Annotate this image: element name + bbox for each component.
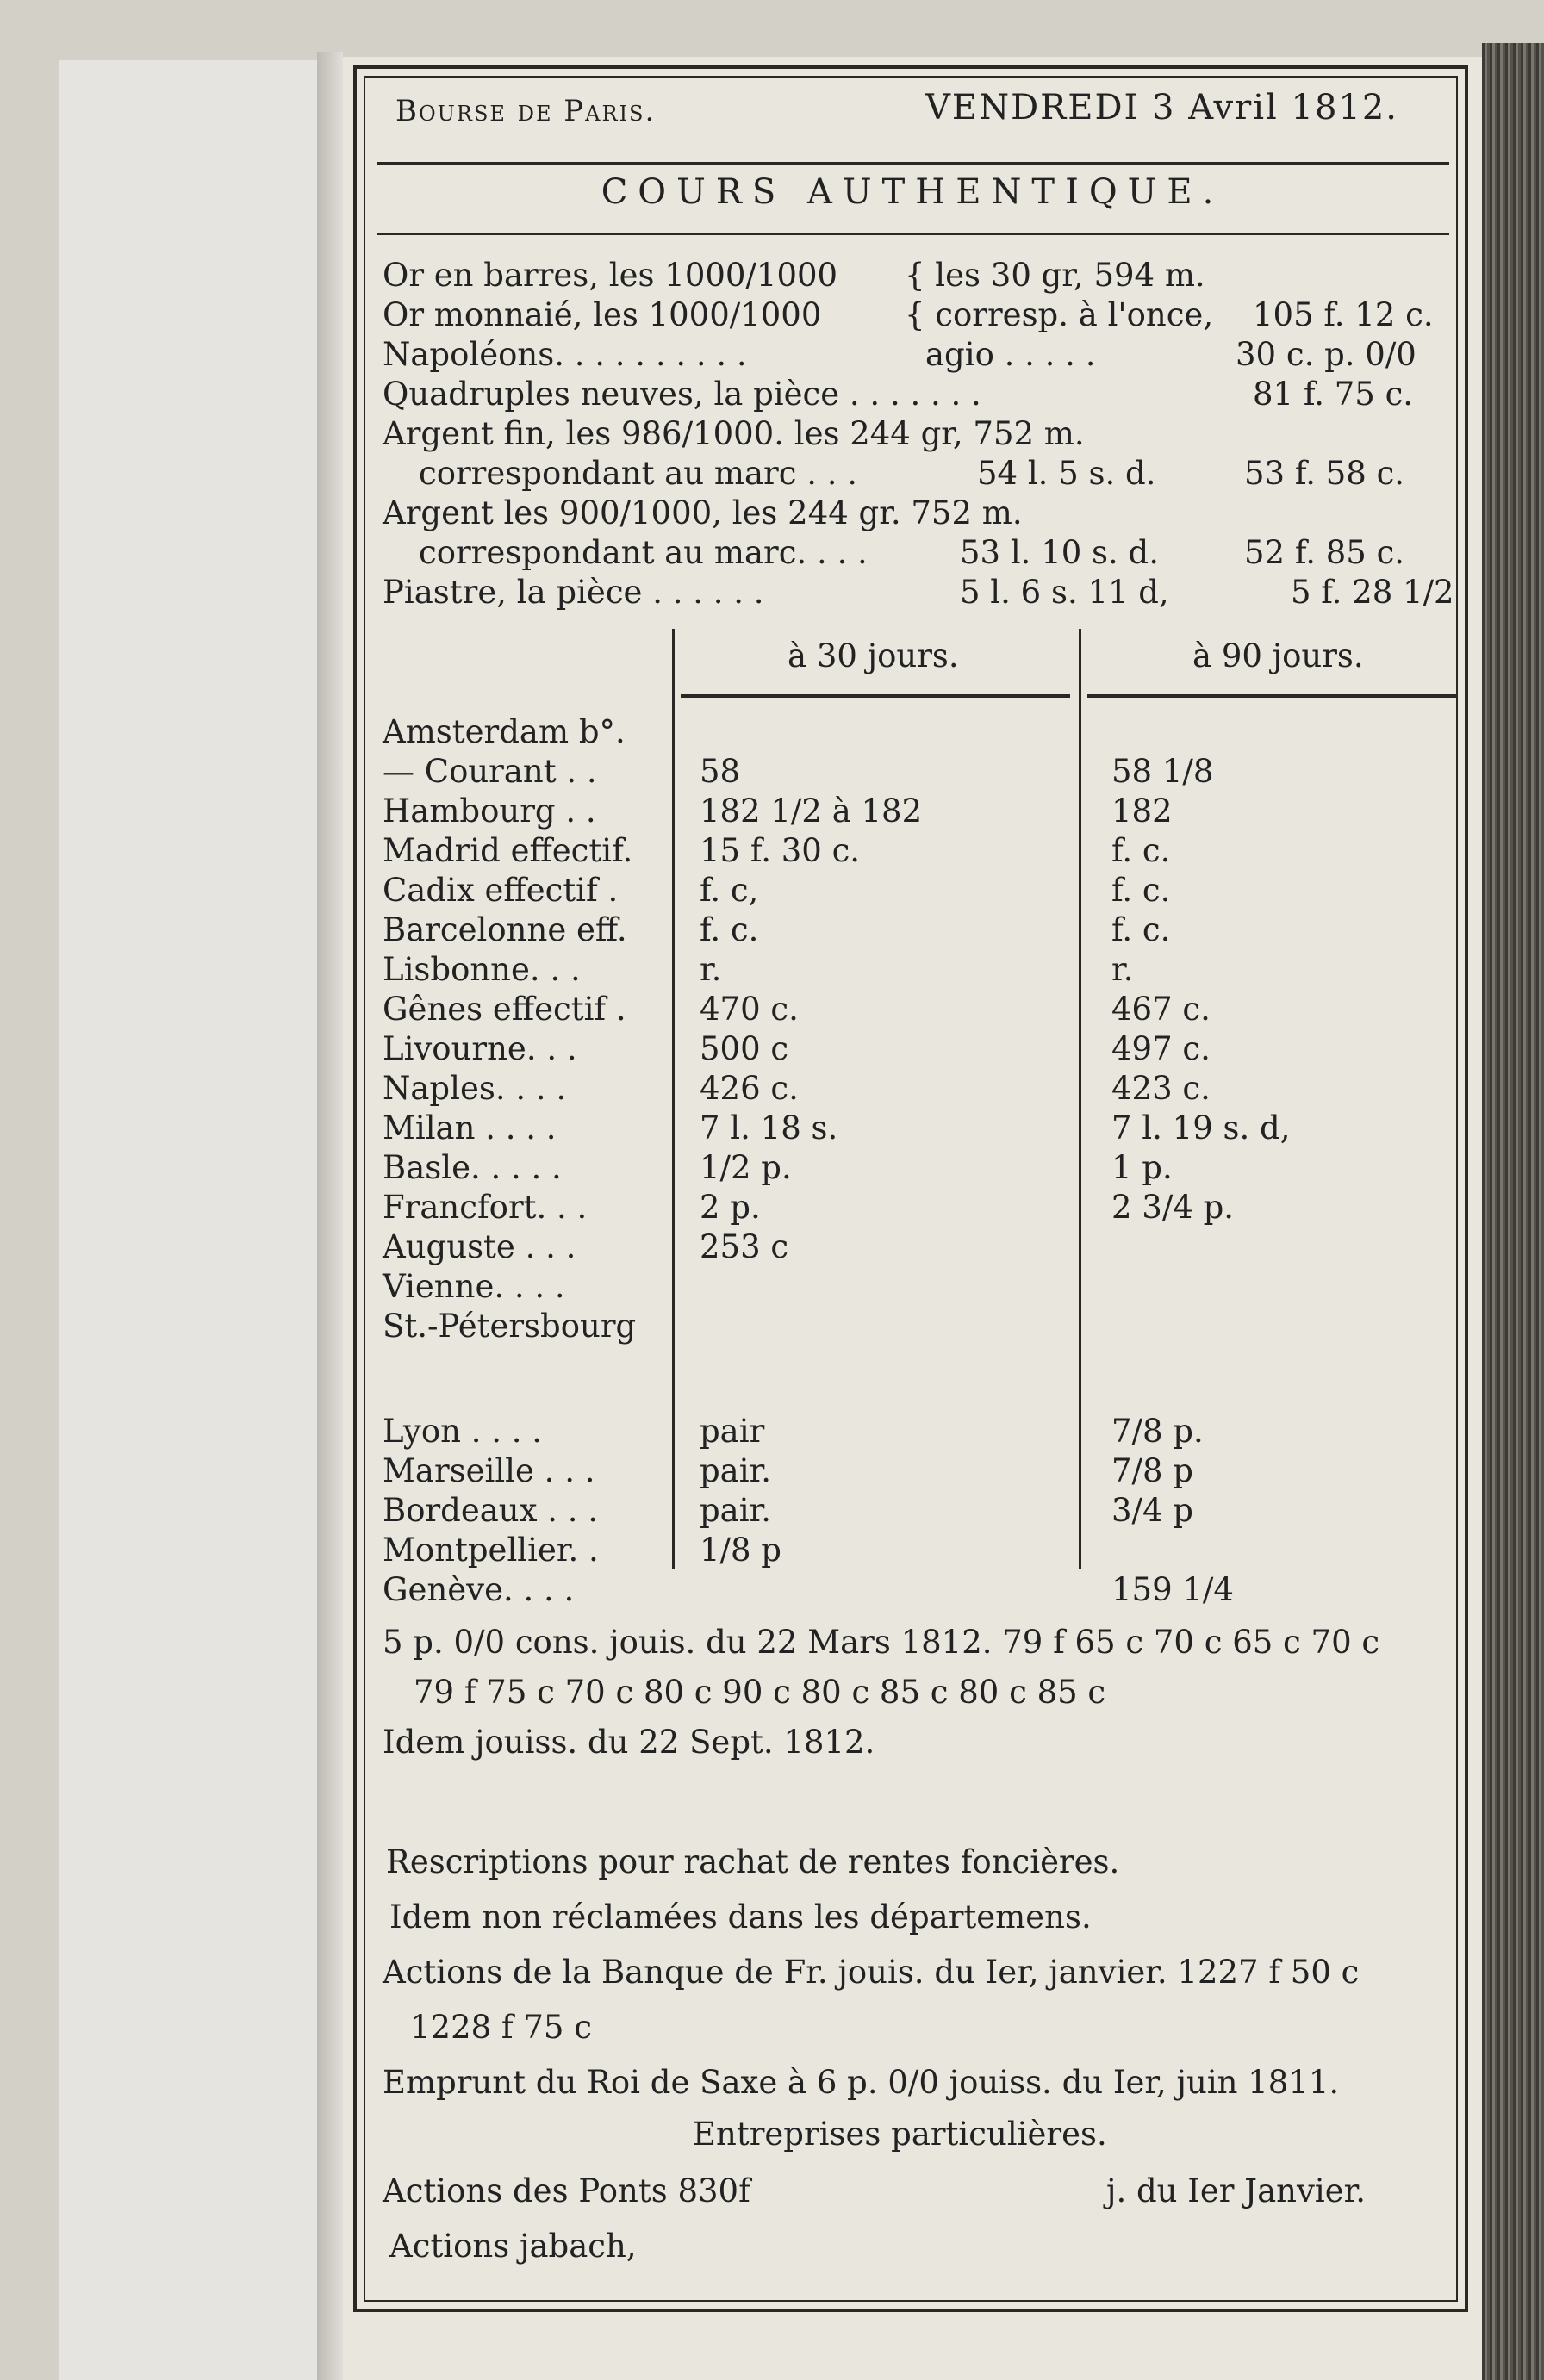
exchange-30-days: 253 c	[700, 1228, 789, 1265]
exchange-place: Barcelonne eff.	[383, 911, 627, 948]
exchange-place: Lyon . . . .	[383, 1413, 543, 1450]
jabach-line: Actions jabach,	[389, 2228, 637, 2265]
exchange-90-days: 7/8 p	[1111, 1452, 1193, 1489]
exchange-place: Marseille . . .	[383, 1452, 595, 1489]
exchange-30-days: 2 p.	[700, 1189, 761, 1226]
exchange-place: Naples. . . .	[383, 1070, 567, 1107]
exchange-30-days: r.	[700, 951, 722, 988]
title-rule	[377, 233, 1449, 235]
metal-label: Napoléons. . . . . . . . . .	[383, 336, 747, 373]
metal-mid: 53 l. 10 s. d.	[960, 534, 1159, 571]
exchange-place: — Courant . .	[383, 753, 597, 790]
metal-mid: { les 30 gr, 594 m.	[905, 257, 1205, 294]
rescriptions-line: Idem non réclamées dans les départemens.	[389, 1898, 1092, 1936]
exchange-30-days: pair	[700, 1413, 765, 1450]
exchange-90-days: 7 l. 19 s. d,	[1111, 1109, 1291, 1147]
banque-line: 1228 f 75 c	[410, 2009, 592, 2046]
metal-value: 81 f. 75 c.	[1253, 376, 1414, 413]
entreprises-heading: Entreprises particulières.	[693, 2116, 1107, 2153]
metal-mid: 54 l. 5 s. d.	[977, 455, 1156, 492]
exchange-90-days: 423 c.	[1111, 1070, 1211, 1107]
exchange-place: Genève. . . .	[383, 1571, 575, 1608]
ponts-date: j. du Ier Janvier.	[1106, 2172, 1366, 2209]
metal-mid: 5 l. 6 s. 11 d,	[960, 574, 1169, 611]
col-header-30: à 30 jours.	[788, 637, 959, 674]
exchange-30-days: 470 c.	[700, 991, 799, 1028]
metal-value: 105 f. 12 c.	[1253, 296, 1434, 333]
exchange-90-days: 7/8 p.	[1111, 1413, 1204, 1450]
exchange-place: St.-Pétersbourg	[383, 1308, 637, 1345]
exchange-place: Milan . . . .	[383, 1109, 557, 1147]
metal-label: correspondant au marc. . . .	[419, 534, 868, 571]
metal-label: Or en barres, les 1000/1000	[383, 257, 838, 294]
banque-line: Actions de la Banque de Fr. jouis. du Ier, janvier. 1227 f 50 c	[383, 1954, 1360, 1991]
exchange-place: Auguste . . .	[383, 1228, 576, 1265]
exchange-30-days: pair.	[700, 1452, 771, 1489]
metal-label: Quadruples neuves, la pièce . . . . . . .	[383, 376, 981, 413]
page-title: COURS AUTHENTIQUE.	[601, 172, 1224, 212]
page-edges	[1482, 43, 1544, 2380]
col-header-90: à 90 jours.	[1192, 637, 1364, 674]
exchange-90-days: f. c.	[1111, 872, 1171, 909]
saxe-line: Emprunt du Roi de Saxe à 6 p. 0/0 jouiss. du Ier, juin 1811.	[383, 2064, 1340, 2101]
exchange-90-days: 467 c.	[1111, 991, 1211, 1028]
exchange-place: Hambourg . .	[383, 792, 596, 830]
funds-line: 79 f 75 c 70 c 80 c 90 c 80 c 85 c 80 c 85 c	[414, 1674, 1106, 1711]
column-rule	[681, 694, 1070, 698]
metal-mid: { corresp. à l'once,	[905, 296, 1214, 333]
header-rule	[377, 162, 1449, 165]
metal-value: 52 f. 85 c.	[1244, 534, 1405, 571]
exchange-place: Lisbonne. . .	[383, 951, 581, 988]
exchange-90-days: 159 1/4	[1111, 1571, 1234, 1608]
exchange-place: Gênes effectif .	[383, 991, 626, 1028]
exchange-place: Basle. . . . .	[383, 1149, 562, 1186]
exchange-90-days: f. c.	[1111, 911, 1171, 948]
column-divider	[1079, 629, 1081, 1569]
exchange-place: Montpellier. .	[383, 1532, 599, 1569]
header	[357, 88, 1451, 143]
funds-line: Idem jouiss. du 22 Sept. 1812.	[383, 1724, 875, 1761]
exchange-90-days: 58 1/8	[1111, 753, 1214, 790]
metal-label: Argent les 900/1000, les 244 gr. 752 m.	[383, 494, 1023, 531]
exchange-place: Vienne. . . .	[383, 1268, 565, 1305]
exchange-30-days: f. c,	[700, 872, 759, 909]
exchange-90-days: r.	[1111, 951, 1134, 988]
document-page	[343, 57, 1482, 2380]
exchange-place: Amsterdam b°.	[383, 713, 626, 750]
exchange-30-days: 58	[700, 753, 741, 790]
exchange-90-days: 2 3/4 p.	[1111, 1189, 1235, 1226]
metal-label: Argent fin, les 986/1000. les 244 gr, 752 m.	[383, 415, 1085, 452]
exchange-30-days: 500 c	[700, 1030, 789, 1067]
exchange-place: Madrid effectif.	[383, 832, 633, 869]
exchange-30-days: 1/8 p	[700, 1532, 781, 1569]
funds-line: 5 p. 0/0 cons. jouis. du 22 Mars 1812. 79 f 65 c 70 c 65 c 70 c	[383, 1624, 1380, 1661]
metal-value: 30 c. p. 0/0	[1236, 336, 1416, 373]
exchange-place: Cadix effectif .	[383, 872, 619, 909]
exchange-90-days: f. c.	[1111, 832, 1171, 869]
exchange-place: Francfort. . .	[383, 1189, 588, 1226]
exchange-90-days: 3/4 p	[1111, 1492, 1193, 1529]
blank-facing-page	[59, 60, 319, 2380]
exchange-30-days: 426 c.	[700, 1070, 799, 1107]
exchange-90-days: 1 p.	[1111, 1149, 1173, 1186]
metal-label: Piastre, la pièce . . . . . .	[383, 574, 764, 611]
exchange-30-days: 1/2 p.	[700, 1149, 792, 1186]
exchange-30-days: pair.	[700, 1492, 771, 1529]
rescriptions-line: Rescriptions pour rachat de rentes foncières.	[386, 1843, 1120, 1880]
metal-value: 53 f. 58 c.	[1244, 455, 1405, 492]
exchange-30-days: 182 1/2 à 182	[700, 792, 923, 830]
ponts-line: Actions des Ponts 830f	[383, 2172, 750, 2209]
exchange-90-days: 497 c.	[1111, 1030, 1211, 1067]
exchange-90-days: 182	[1111, 792, 1173, 830]
metal-mid: agio . . . . .	[925, 336, 1096, 373]
exchange-place: Livourne. . .	[383, 1030, 577, 1067]
header-left: Bourse de Paris.	[395, 94, 657, 128]
exchange-30-days: 7 l. 18 s.	[700, 1109, 838, 1147]
page-border	[353, 65, 1468, 2312]
column-divider	[672, 629, 675, 1569]
exchange-30-days: 15 f. 30 c.	[700, 832, 861, 869]
header-date: VENDREDI 3 Avril 1812.	[925, 88, 1399, 127]
book-gutter	[317, 52, 343, 2380]
metal-value: 5 f. 28 1/2	[1291, 574, 1454, 611]
metal-label: correspondant au marc . . .	[419, 455, 858, 492]
exchange-place: Bordeaux . . .	[383, 1492, 599, 1529]
column-rule	[1087, 694, 1458, 698]
metal-label: Or monnaié, les 1000/1000	[383, 296, 822, 333]
exchange-30-days: f. c.	[700, 911, 759, 948]
